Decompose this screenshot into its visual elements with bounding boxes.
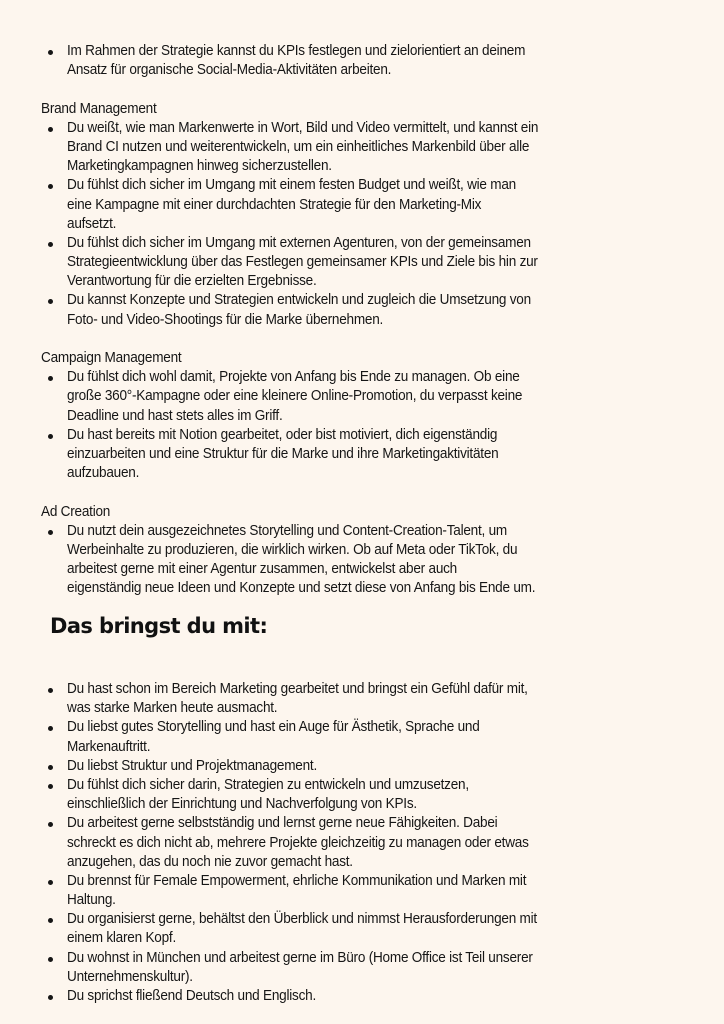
list-item: [0, 234, 724, 253]
line-text: aufzubauen.: [67, 465, 140, 482]
line-text: Du kannst Konzepte und Strategien entwickeln und zugleich die Umsetzung von: [67, 292, 531, 309]
line-text: Ad Creation: [41, 503, 111, 520]
section-title: [0, 349, 724, 368]
line-text: Verantwortung für die erzielten Ergebnisse.: [67, 273, 317, 290]
list-item: [0, 776, 724, 795]
list-item-continuation: [0, 311, 724, 330]
line-text: Marketingkampagnen hinweg sicherzustellen.: [67, 158, 332, 175]
list-item: [0, 42, 724, 61]
line-text: Du brennst für Female Empowerment, ehrliche Kommunikation und Marken mit: [67, 872, 527, 889]
line-text: eigenständig neue Ideen und Konzepte und setzt diese von Anfang bis Ende um.: [67, 580, 536, 597]
list-item: [0, 368, 724, 387]
list-item-continuation: [0, 464, 724, 483]
line-text: schreckt es dich nicht ab, mehrere Projekte gleichzeitig zu managen oder etwas: [67, 834, 529, 851]
requirements-list: [0, 680, 724, 1006]
list-item-continuation: [0, 196, 724, 215]
line-text: Im Rahmen der Strategie kannst du KPIs festlegen und zielorientiert an deinem: [67, 43, 526, 59]
line-text: Du hast schon im Bereich Marketing gearbeitet und bringst ein Gefühl dafür mit,: [67, 681, 528, 697]
list-item: [0, 872, 724, 891]
list-item-continuation: [0, 738, 724, 757]
bullet-icon: [48, 376, 53, 381]
bullet-icon: [48, 127, 53, 132]
line-text: Brand Management: [41, 100, 157, 117]
list-item-continuation: [0, 61, 724, 80]
list-item-continuation: [0, 215, 724, 234]
list-item-continuation: [0, 387, 724, 406]
list-item: [0, 176, 724, 195]
list-item-continuation: [0, 445, 724, 464]
list-item: [0, 522, 724, 541]
list-item-continuation: [0, 891, 724, 910]
line-text: aufsetzt.: [67, 215, 117, 232]
list-item-continuation: [0, 138, 724, 157]
list-item: [0, 291, 724, 310]
list-item-continuation: [0, 795, 724, 814]
line-text: arbeitest gerne mit einer Agentur zusammen, entwickelst aber auch: [67, 561, 458, 578]
line-text: Foto- und Video-Shootings für die Marke übernehmen.: [67, 311, 384, 328]
line-text: Deadline und hast stets alles im Griff.: [67, 407, 283, 424]
bullet-icon: [48, 918, 53, 923]
line-text: Du arbeitest gerne selbstständig und lernst gerne neue Fähigkeiten. Dabei: [67, 815, 498, 832]
list-item-continuation: [0, 560, 724, 579]
line-text: eine Kampagne mit einer durchdachten Strategie für den Marketing-Mix: [67, 196, 482, 213]
bullet-icon: [48, 688, 53, 693]
line-text: Ansatz für organische Social-Media-Aktivitäten arbeiten.: [67, 62, 392, 79]
list-item-continuation: [0, 253, 724, 272]
list-item: [0, 757, 724, 776]
list-item-continuation: [0, 272, 724, 291]
line-text: anzugehen, das du noch nie zuvor gemacht hast.: [67, 853, 353, 870]
line-text: Du organisierst gerne, behältst den Überblick und nimmst Herausforderungen mit: [67, 911, 537, 928]
line-text: Du fühlst dich sicher darin, Strategien zu entwickeln und umzusetzen,: [67, 776, 469, 793]
line-text: Du nutzt dein ausgezeichnetes Storytelling und Content-Creation-Talent, um: [67, 522, 507, 539]
line-text: Du fühlst dich sicher im Umgang mit einem festen Budget und weißt, wie man: [67, 177, 516, 194]
line-text: Du weißt, wie man Markenwerte in Wort, Bild und Video vermittelt, und kannst ein: [67, 119, 539, 136]
spacer: [0, 80, 724, 99]
list-item-continuation: [0, 157, 724, 176]
line-text: Du wohnst in München und arbeitest gerne im Büro (Home Office ist Teil unserer: [67, 949, 533, 966]
line-text: einschließlich der Einrichtung und Nachverfolgung von KPIs.: [67, 796, 417, 813]
bullet-icon: [48, 530, 53, 535]
list-item: [0, 987, 724, 1006]
bullet-icon: [48, 880, 53, 885]
line-text: Du liebst Struktur und Projektmanagement.: [67, 757, 317, 774]
list-item: [0, 949, 724, 968]
line-text: Campaign Management: [41, 350, 182, 366]
bullet-icon: [48, 822, 53, 827]
list-item: [0, 426, 724, 445]
line-text: was starke Marken heute ausmacht.: [67, 700, 278, 717]
line-text: Markenauftritt.: [67, 738, 151, 755]
line-text: einzuarbeiten und eine Struktur für die Marke und ihre Marketingaktivitäten: [67, 445, 499, 462]
bullet-icon: [48, 299, 53, 304]
bullet-icon: [48, 242, 53, 247]
spacer: [0, 330, 724, 349]
list-item-continuation: [0, 853, 724, 872]
list-item: [0, 910, 724, 929]
line-text: Du hast bereits mit Notion gearbeitet, oder bist motiviert, dich eigenständig: [67, 426, 498, 443]
bullet-icon: [48, 957, 53, 962]
list-item-continuation: [0, 699, 724, 718]
line-text: einem klaren Kopf.: [67, 930, 176, 947]
bullet-icon: [48, 765, 53, 770]
line-text: Du liebst gutes Storytelling und hast ein Auge für Ästhetik, Sprache und: [67, 719, 480, 736]
bullet-icon: [48, 184, 53, 189]
responsibilities-list: [0, 42, 724, 598]
line-text: Strategieentwicklung über das Festlegen gemeinsamer KPIs und Ziele bis hin zur: [67, 254, 538, 271]
bullet-icon: [48, 726, 53, 731]
list-item: [0, 814, 724, 833]
line-text: Du fühlst dich wohl damit, Projekte von Anfang bis Ende zu managen. Ob eine: [67, 369, 520, 386]
bullet-icon: [48, 784, 53, 789]
list-item-continuation: [0, 407, 724, 426]
list-item: [0, 119, 724, 138]
line-text: Brand CI nutzen und weiterentwickeln, um ein einheitliches Markenbild über alle: [67, 138, 530, 155]
requirements-heading: Das bringst du mit:: [50, 614, 268, 638]
spacer: [0, 483, 724, 502]
list-item-continuation: [0, 968, 724, 987]
bullet-icon: [48, 995, 53, 1000]
line-text: Haltung.: [67, 892, 116, 909]
list-item: [0, 718, 724, 737]
bullet-icon: [48, 50, 53, 55]
line-text: Unternehmenskultur).: [67, 968, 193, 985]
line-text: Du fühlst dich sicher im Umgang mit externen Agenturen, von der gemeinsamen: [67, 234, 531, 251]
list-item: [0, 680, 724, 699]
section-title: [0, 100, 724, 119]
line-text: Werbeinhalte zu produzieren, die wirklich wirken. Ob auf Meta oder TikTok, du: [67, 541, 518, 558]
list-item-continuation: [0, 541, 724, 560]
section-title: [0, 503, 724, 522]
line-text: Du sprichst fließend Deutsch und Englisch.: [67, 988, 316, 1004]
list-item-continuation: [0, 579, 724, 598]
bullet-icon: [48, 434, 53, 439]
list-item-continuation: [0, 929, 724, 948]
list-item-continuation: [0, 834, 724, 853]
line-text: große 360°-Kampagne oder eine kleinere Online-Promotion, du verpasst keine: [67, 388, 523, 405]
